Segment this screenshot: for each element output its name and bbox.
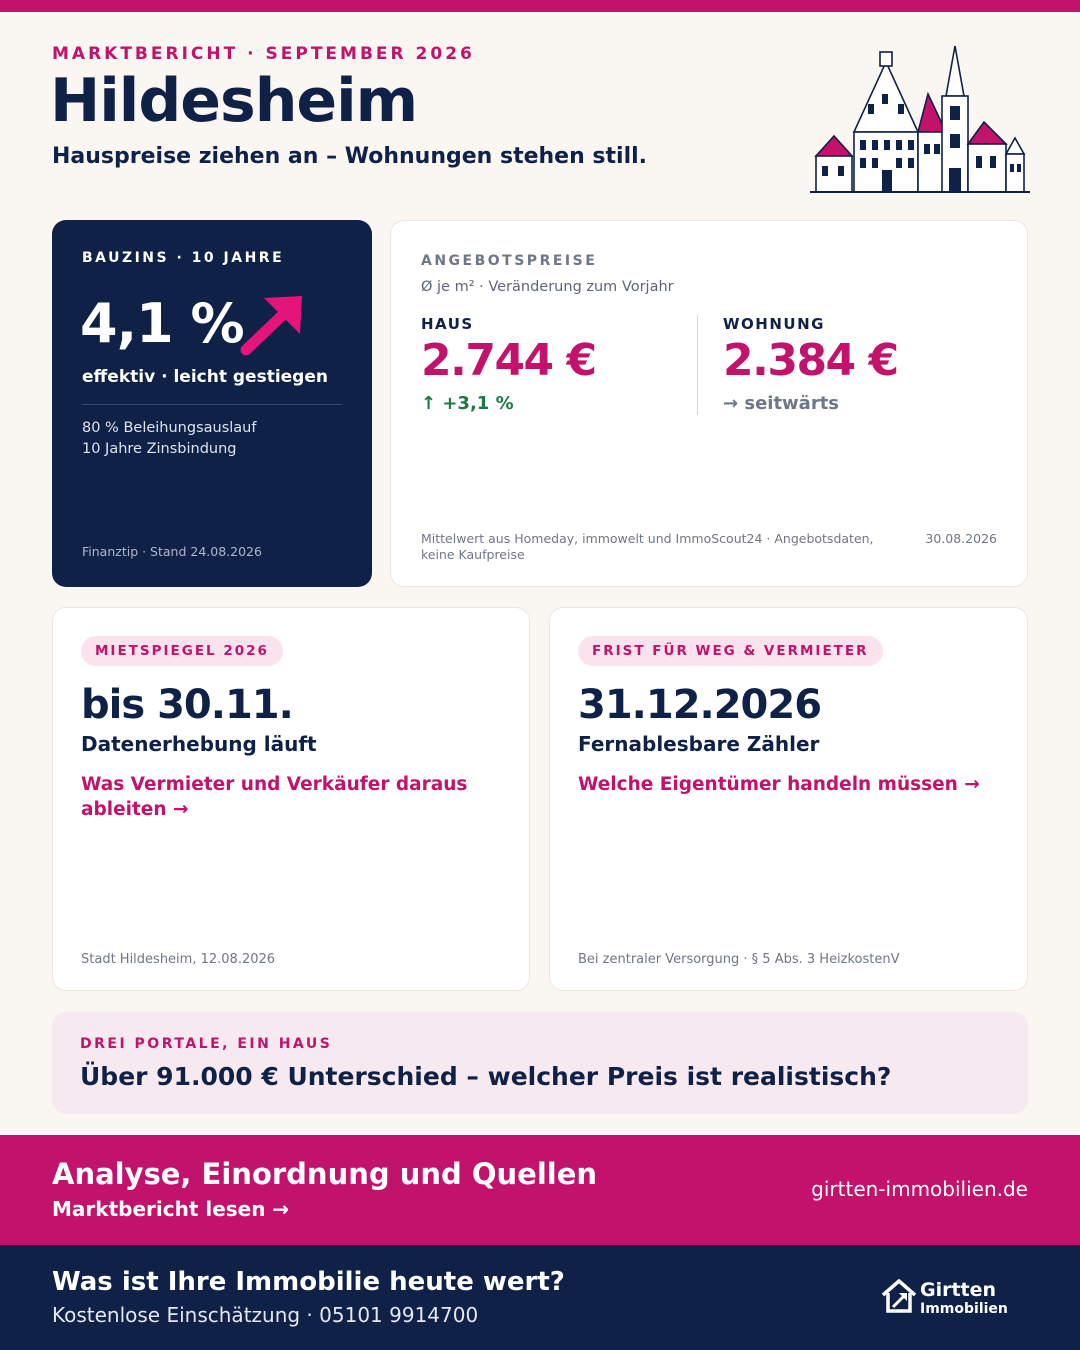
meter-deadline-headline: 31.12.2026 [578, 682, 822, 728]
offer-prices-card [390, 220, 1028, 587]
flat-price-value: 2.384 € [723, 335, 898, 386]
top-accent-bar [0, 0, 1080, 12]
interest-rate-card [52, 220, 372, 587]
meter-deadline-source: Bei zentraler Versorgung · § 5 Abs. 3 HeizkostenV [578, 952, 900, 967]
offer-prices-subtitle: Ø je m² · Veränderung zum Vorjahr [421, 279, 674, 295]
arrow-up-right-icon [238, 294, 306, 358]
offer-prices-date: 30.08.2026 [925, 531, 997, 546]
rent-index-source: Stadt Hildesheim, 12.08.2026 [81, 952, 276, 967]
report-kicker: MARKTBERICHT · SEPTEMBER 2026 [52, 44, 475, 64]
town-hall-illustration-icon [810, 44, 1030, 196]
valuation-footer [0, 1245, 1080, 1350]
meter-deadline-card [549, 607, 1028, 991]
page-title: Hildesheim [50, 66, 418, 136]
fixed-rate-term-detail: 10 Jahre Zinsbindung [82, 441, 237, 457]
company-logo [880, 1277, 1030, 1319]
portal-comparison-banner[interactable] [52, 1012, 1028, 1114]
banner-label: DREI PORTALE, EIN HAUS [80, 1036, 333, 1052]
flat-price-label: WOHNUNG [723, 315, 825, 333]
logo-name: Girtten [920, 1279, 997, 1301]
loan-to-value-detail: 80 % Beleihungsauslauf [82, 420, 257, 436]
logo-suffix: Immobilien [920, 1301, 1008, 1317]
banner-text: Über 91.000 € Unterschied – welcher Preis ist realistisch? [80, 1062, 892, 1091]
rent-index-card [52, 607, 530, 991]
offer-prices-source: Mittelwert aus Homeday, immowelt und ImmoScout24 · Angebotsdaten, keine Kaufpreise [421, 531, 874, 562]
interest-rate-label: BAUZINS · 10 JAHRE [82, 250, 285, 266]
rent-index-link[interactable]: Was Vermieter und Verkäufer daraus ableiten → [81, 774, 468, 820]
offer-prices-label: ANGEBOTSPREISE [421, 253, 598, 269]
meter-deadline-link[interactable]: Welche Eigentümer handeln müssen → [578, 774, 980, 795]
divider [82, 404, 342, 405]
meter-deadline-subline: Fernablesbare Zähler [578, 732, 820, 756]
read-report-link[interactable]: Marktbericht lesen → [52, 1197, 290, 1221]
report-cta-section [0, 1135, 1080, 1245]
house-price-value: 2.744 € [421, 335, 596, 386]
interest-rate-note: effektiv · leicht gestiegen [82, 367, 328, 387]
house-price-change: ↑ +3,1 % [421, 393, 514, 414]
rent-index-subline: Datenerhebung läuft [81, 732, 317, 756]
page-subtitle: Hauspreise ziehen an – Wohnungen stehen still. [52, 144, 648, 169]
interest-rate-source: Finanztip · Stand 24.08.2026 [82, 544, 262, 559]
rent-index-headline: bis 30.11. [81, 682, 293, 728]
footer-title: Was ist Ihre Immobilie heute wert? [52, 1267, 565, 1297]
cta-title: Analyse, Einordnung und Quellen [52, 1157, 598, 1191]
meter-deadline-pill: FRIST FÜR WEG & VERMIETER [578, 636, 883, 666]
footer-contact[interactable]: Kostenlose Einschätzung · 05101 9914700 [52, 1303, 479, 1327]
house-arrow-logo-icon [880, 1277, 918, 1315]
website-url[interactable]: girtten-immobilien.de [811, 1177, 1028, 1201]
house-price-label: HAUS [421, 315, 474, 333]
flat-price-change: → seitwärts [723, 393, 840, 414]
column-divider [697, 315, 698, 415]
interest-rate-value: 4,1 % [80, 292, 244, 355]
rent-index-pill: MIETSPIEGEL 2026 [81, 636, 283, 666]
